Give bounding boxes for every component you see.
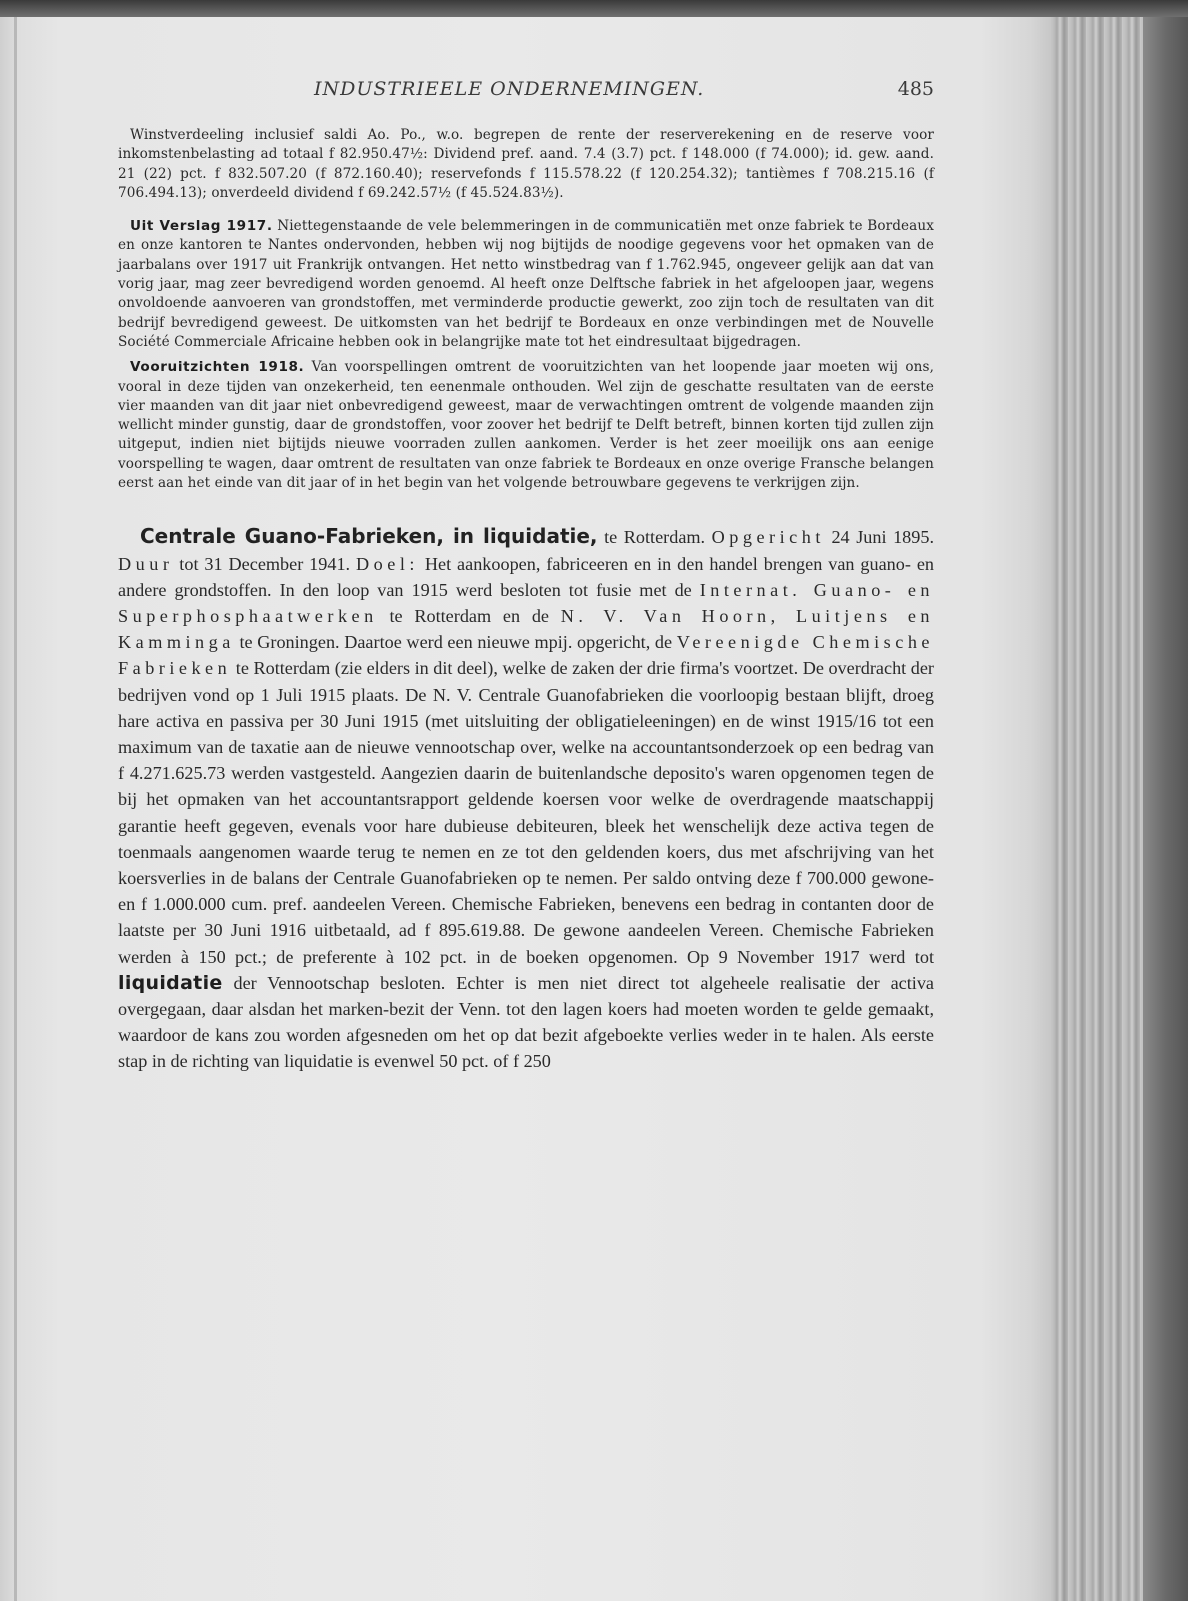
running-title: INDUSTRIEELE ONDERNEMINGEN. — [314, 78, 705, 100]
previous-company-section — [118, 126, 934, 493]
vereenigde-name: Vereenigde Chemische Fabrieken — [118, 632, 934, 679]
company-name: Centrale Guano-Fabrieken, in liquidatie, — [140, 524, 598, 549]
guano-paragraph — [118, 523, 934, 1074]
opgericht-label: Opgericht — [711, 527, 825, 548]
page-gutter-line — [14, 17, 17, 1601]
guano-entry — [118, 523, 934, 1074]
verslag-paragraph — [118, 217, 934, 352]
vooruitzichten-paragraph — [118, 358, 934, 493]
liquidatie-term: liquidatie — [118, 971, 223, 994]
guano-text-2: te Rotterdam en de — [377, 605, 561, 626]
verslag-heading: Uit Verslag 1917. — [130, 218, 273, 235]
book-page-edges — [1050, 17, 1188, 1601]
vooruitzichten-text: Van voorspellingen omtrent de vooruitzichten van het loopende jaar moeten wij ons, vooral in deze tijden van onzekerheid, ten eenenmale onthouden. Wel zijn de geschatte resultaten van de eerste vier maanden van dit jaar niet onbevredigend geweest, maar de verwachtingen omtrent de volgende maanden zijn wellicht minder gunstig, daar de grondstoffen, voor zoover het bedrijf te Delft betreft, binnen korten tijd zullen zijn uitgeput, indien niet bijtijds nieuwe voorraden zullen aankomen. Verder is het zeer moeilijk ons aan eenige voorspelling te wagen, daar omtrent de resultaten van onze fabriek te Bordeaux en onze overige Fransche belangen eerst aan het einde van dit jaar of in het begin van het volgende betrouwbare gegevens te verkrijgen zijn. — [118, 359, 935, 492]
book-top-edge — [0, 0, 1188, 17]
internat-name: Internat. Guano- en Superphosphaatwerken — [118, 579, 934, 626]
page-number: 485 — [897, 78, 934, 100]
company-location: te Rotterdam. — [597, 527, 712, 548]
vooruitzichten-heading: Vooruitzichten 1918. — [130, 359, 305, 376]
guano-text-3: te Groningen. Daartoe werd een nieuwe mpij. opgericht, de — [234, 632, 677, 653]
running-head — [118, 78, 934, 108]
doel-label: Doel: — [356, 553, 419, 574]
duur-value: tot 31 December 1941. — [173, 553, 357, 574]
guano-text-1: Het aankoopen, fabriceeren en in den handel brengen van guano- en andere grondstoffen. In den loop van 1915 werd besloten tot fusie met de — [118, 553, 935, 600]
winstverdeeling-paragraph: Winstverdeeling inclusief saldi Ao. Po., w.o. begrepen de rente der reserverekening en de reserve voor inkomstenbelasting ad totaal f 82.950.47½: Dividend pref. aand. 7.4 (3.7) pct. f 148.000 (f 74.000); id. gew. aand. 21 (22) pct. f 832.507.20 (f 872.160.40); reservefonds f 115.578.22 (f 120.254.32); tantièmes f 708.215.16 (f 706.494.13); onverdeeld dividend f 69.242.57½ (f 45.524.83½). — [118, 127, 934, 201]
van-hoorn-name: N. V. Van Hoorn, Luitjens en Kamminga — [118, 605, 934, 653]
verslag-text: Niettegenstaande de vele belemmeringen in de communicatiën met onze fabriek te Bordeaux en onze kantoren te Nantes ondervonden, hebben wij nog bijtijds de noodige gegevens voor het opmaken van de jaarbalans over 1917 uit Frankrijk ontvangen. Het netto winstbedrag van f 1.762.945, ongeveer gelijk aan dat van vorig jaar, mag zeer bevredigend worden genoemd. Al heeft onze Delftsche fabriek in het afgeloopen jaar, wegens onvoldoende aanvoeren van grondstoffen, met verminderde productie gewerkt, zoo zijn toch de resultaten van dit bedrijf bevredigend geweest. De uitkomsten van het bedrijf te Bordeaux en onze verbindingen met de Nouvelle Société Commerciale Africaine hebben ook in belangrijke mate tot het eindresultaat bijgedragen. — [118, 218, 934, 350]
opgericht-value: 24 Juni 1895. — [824, 527, 934, 548]
page-content — [118, 78, 934, 1075]
guano-text-4: te Rotterdam (zie elders in dit deel), welke de zaken der drie firma's voortzet. De overdracht der bedrijven vond op 1 Juli 1915 plaats. De N. V. Centrale Guanofabrieken die voorloopig bestaan blijft, droeg hare activa en passiva per 30 Juni 1915 (met uitsluiting der obligatieleeningen) en de winst 1915/16 tot een maximum van de taxatie aan de nieuwe vennootschap over, welke na accountantsonderzoek op een bedrag van f 4.271.625.73 werden vastgesteld. Aangezien daarin de buitenlandsche deposito's waren opgenomen tegen de bij het opmaken van het accountantsrapport geldende koersen voor welke de overdragende maatschappij garantie heeft gegeven, evenals voor hare dubieuse debiteuren, bleek het wenschelijk deze activa tegen de toenmaals aangenomen waarde terug te nemen en ze tot den geldenden koers, dus met afschrijving van het koersverlies in de balans der Centrale Guanofabrieken op te nemen. Per saldo ontving deze f 700.000 gewone- en f 1.000.000 cum. pref. aandeelen Vereen. Chemische Fabrieken, benevens een bedrag in contanten door de laatste per 30 Juni 1916 uitbetaald, ad f 895.619.88. De gewone aandeelen Vereen. Chemische Fabrieken werden à 150 pct.; de preferente à 102 pct. in de boeken opgenomen. Op 9 November 1917 werd tot — [118, 658, 934, 967]
guano-text-5: der Vennootschap besloten. Echter is men niet direct tot algeheele realisatie der activa overgegaan, daar alsdan het marken-bezit der Venn. tot den lagen koers had moeten worden te gelde gemaakt, waardoor de kans zou worden afgesneden om het op dat bezit afgeboekte verlies weder in te halen. Als eerste stap in de richting van liquidatie is evenwel 50 pct. of f 250 — [118, 972, 934, 1072]
duur-label: Duur — [118, 553, 174, 574]
